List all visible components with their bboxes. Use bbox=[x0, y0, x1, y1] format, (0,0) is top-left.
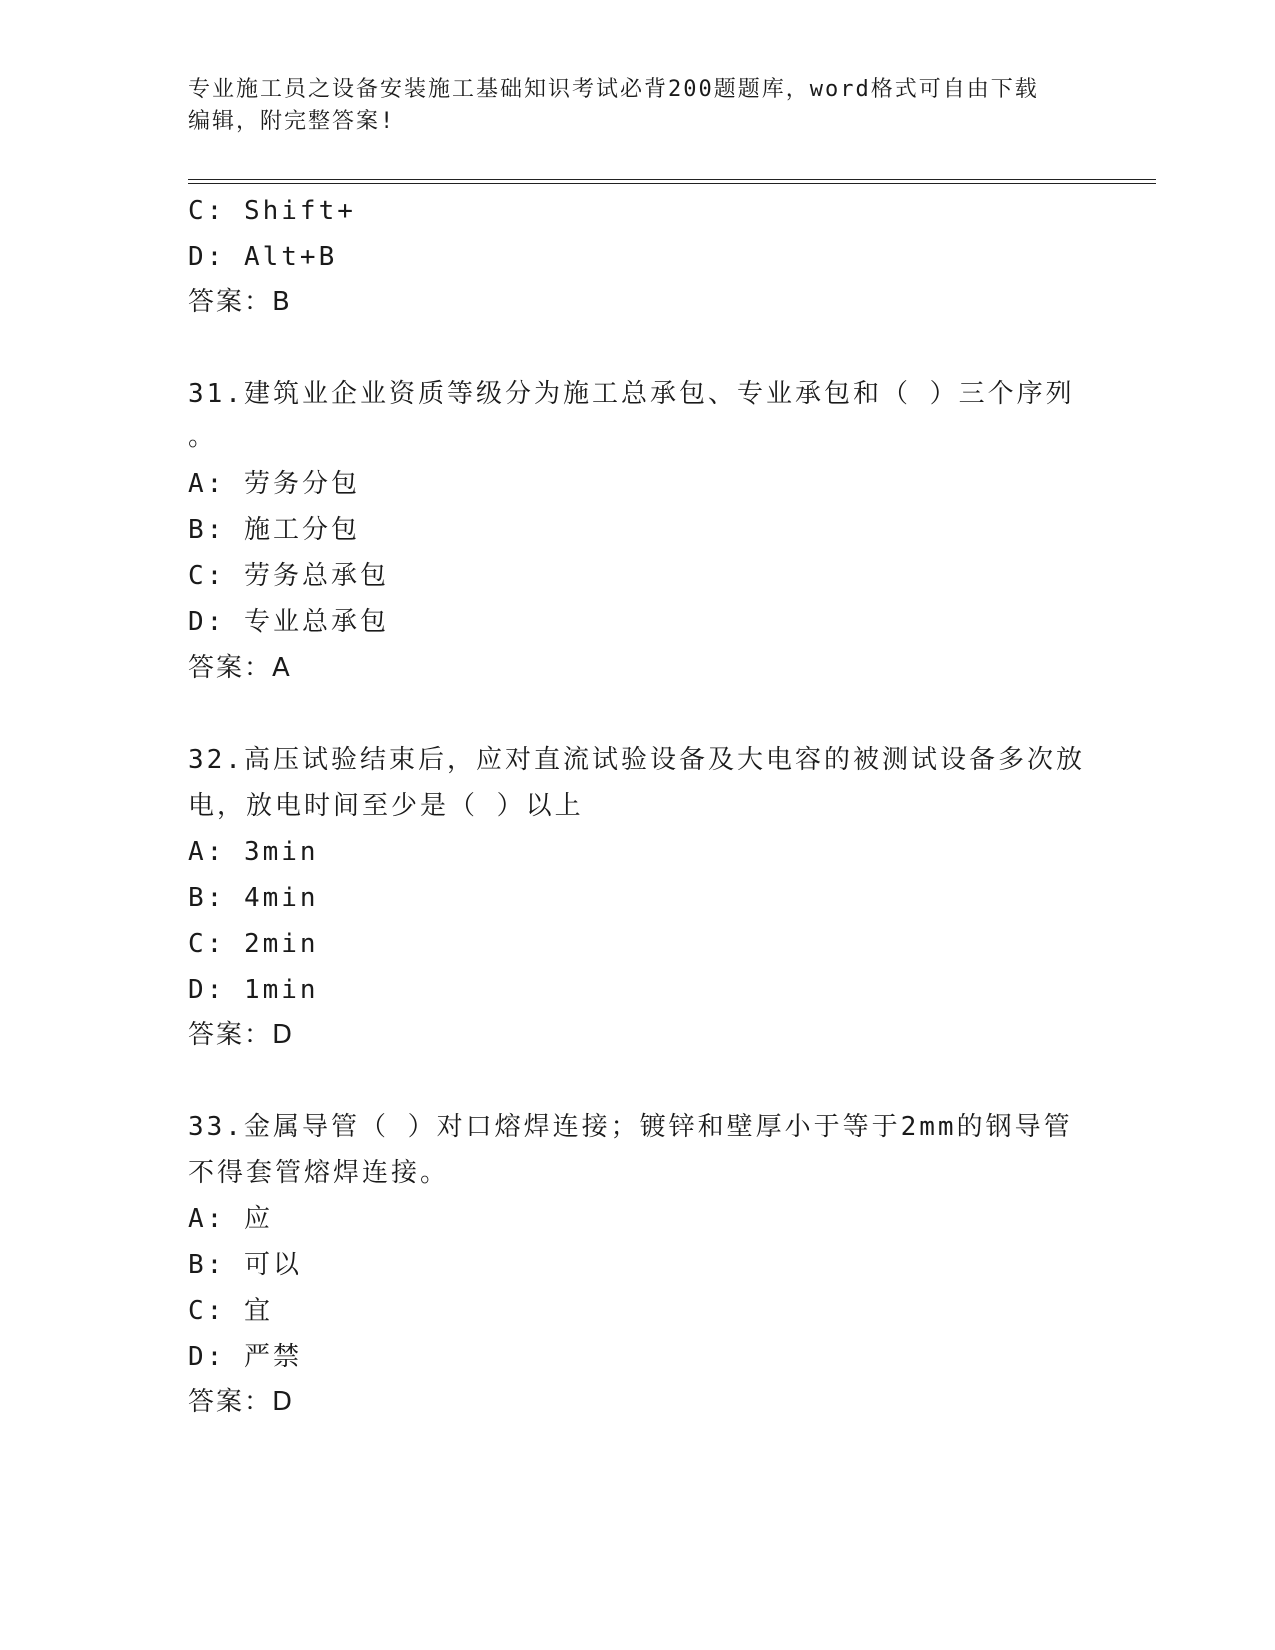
q32-text-line-1: 32.高压试验结束后，应对直流试验设备及大电容的被测试设备多次放 bbox=[188, 745, 1085, 775]
header-title-line-1: 专业施工员之设备安装施工基础知识考试必背200题题库，word格式可自由下载 bbox=[188, 77, 1039, 102]
prev-option-c: C: Shift+ bbox=[188, 196, 356, 226]
prev-answer: 答案：B bbox=[188, 287, 292, 317]
document-header bbox=[188, 74, 1068, 138]
q31-option-b: B: 施工分包 bbox=[188, 515, 360, 545]
q32-option-c: C: 2min bbox=[188, 929, 319, 959]
q33-answer: 答案：D bbox=[188, 1387, 295, 1417]
q33-option-d: D: 严禁 bbox=[188, 1342, 302, 1372]
q33-option-b: B: 可以 bbox=[188, 1250, 302, 1280]
header-divider-bottom bbox=[188, 183, 1156, 184]
q33-text-line-1: 33.金属导管（ ）对口熔焊连接；镀锌和壁厚小于等于2mm的钢导管 bbox=[188, 1112, 1073, 1142]
prev-option-d: D: Alt+B bbox=[188, 242, 338, 272]
q32-option-a: A: 3min bbox=[188, 837, 319, 867]
q31-answer: 答案：A bbox=[188, 653, 292, 683]
q31-option-a: A: 劳务分包 bbox=[188, 469, 360, 499]
q32-answer: 答案：D bbox=[188, 1020, 295, 1050]
q31-text-line-2: 。 bbox=[188, 422, 218, 452]
header-divider-top bbox=[188, 179, 1156, 180]
q33-option-a: A: 应 bbox=[188, 1204, 273, 1234]
q32-text-line-2: 电，放电时间至少是（ ）以上 bbox=[188, 791, 584, 821]
q31-text-line-1: 31.建筑业企业资质等级分为施工总承包、专业承包和（ ）三个序列 bbox=[188, 379, 1075, 409]
q33-option-c: C: 宜 bbox=[188, 1296, 273, 1326]
q33-text-line-2: 不得套管熔焊连接。 bbox=[188, 1158, 450, 1188]
q32-option-d: D: 1min bbox=[188, 975, 319, 1005]
q31-option-d: D: 专业总承包 bbox=[188, 607, 389, 637]
q31-option-c: C: 劳务总承包 bbox=[188, 561, 389, 591]
q32-option-b: B: 4min bbox=[188, 883, 319, 913]
header-title-line-2: 编辑，附完整答案! bbox=[188, 109, 396, 134]
